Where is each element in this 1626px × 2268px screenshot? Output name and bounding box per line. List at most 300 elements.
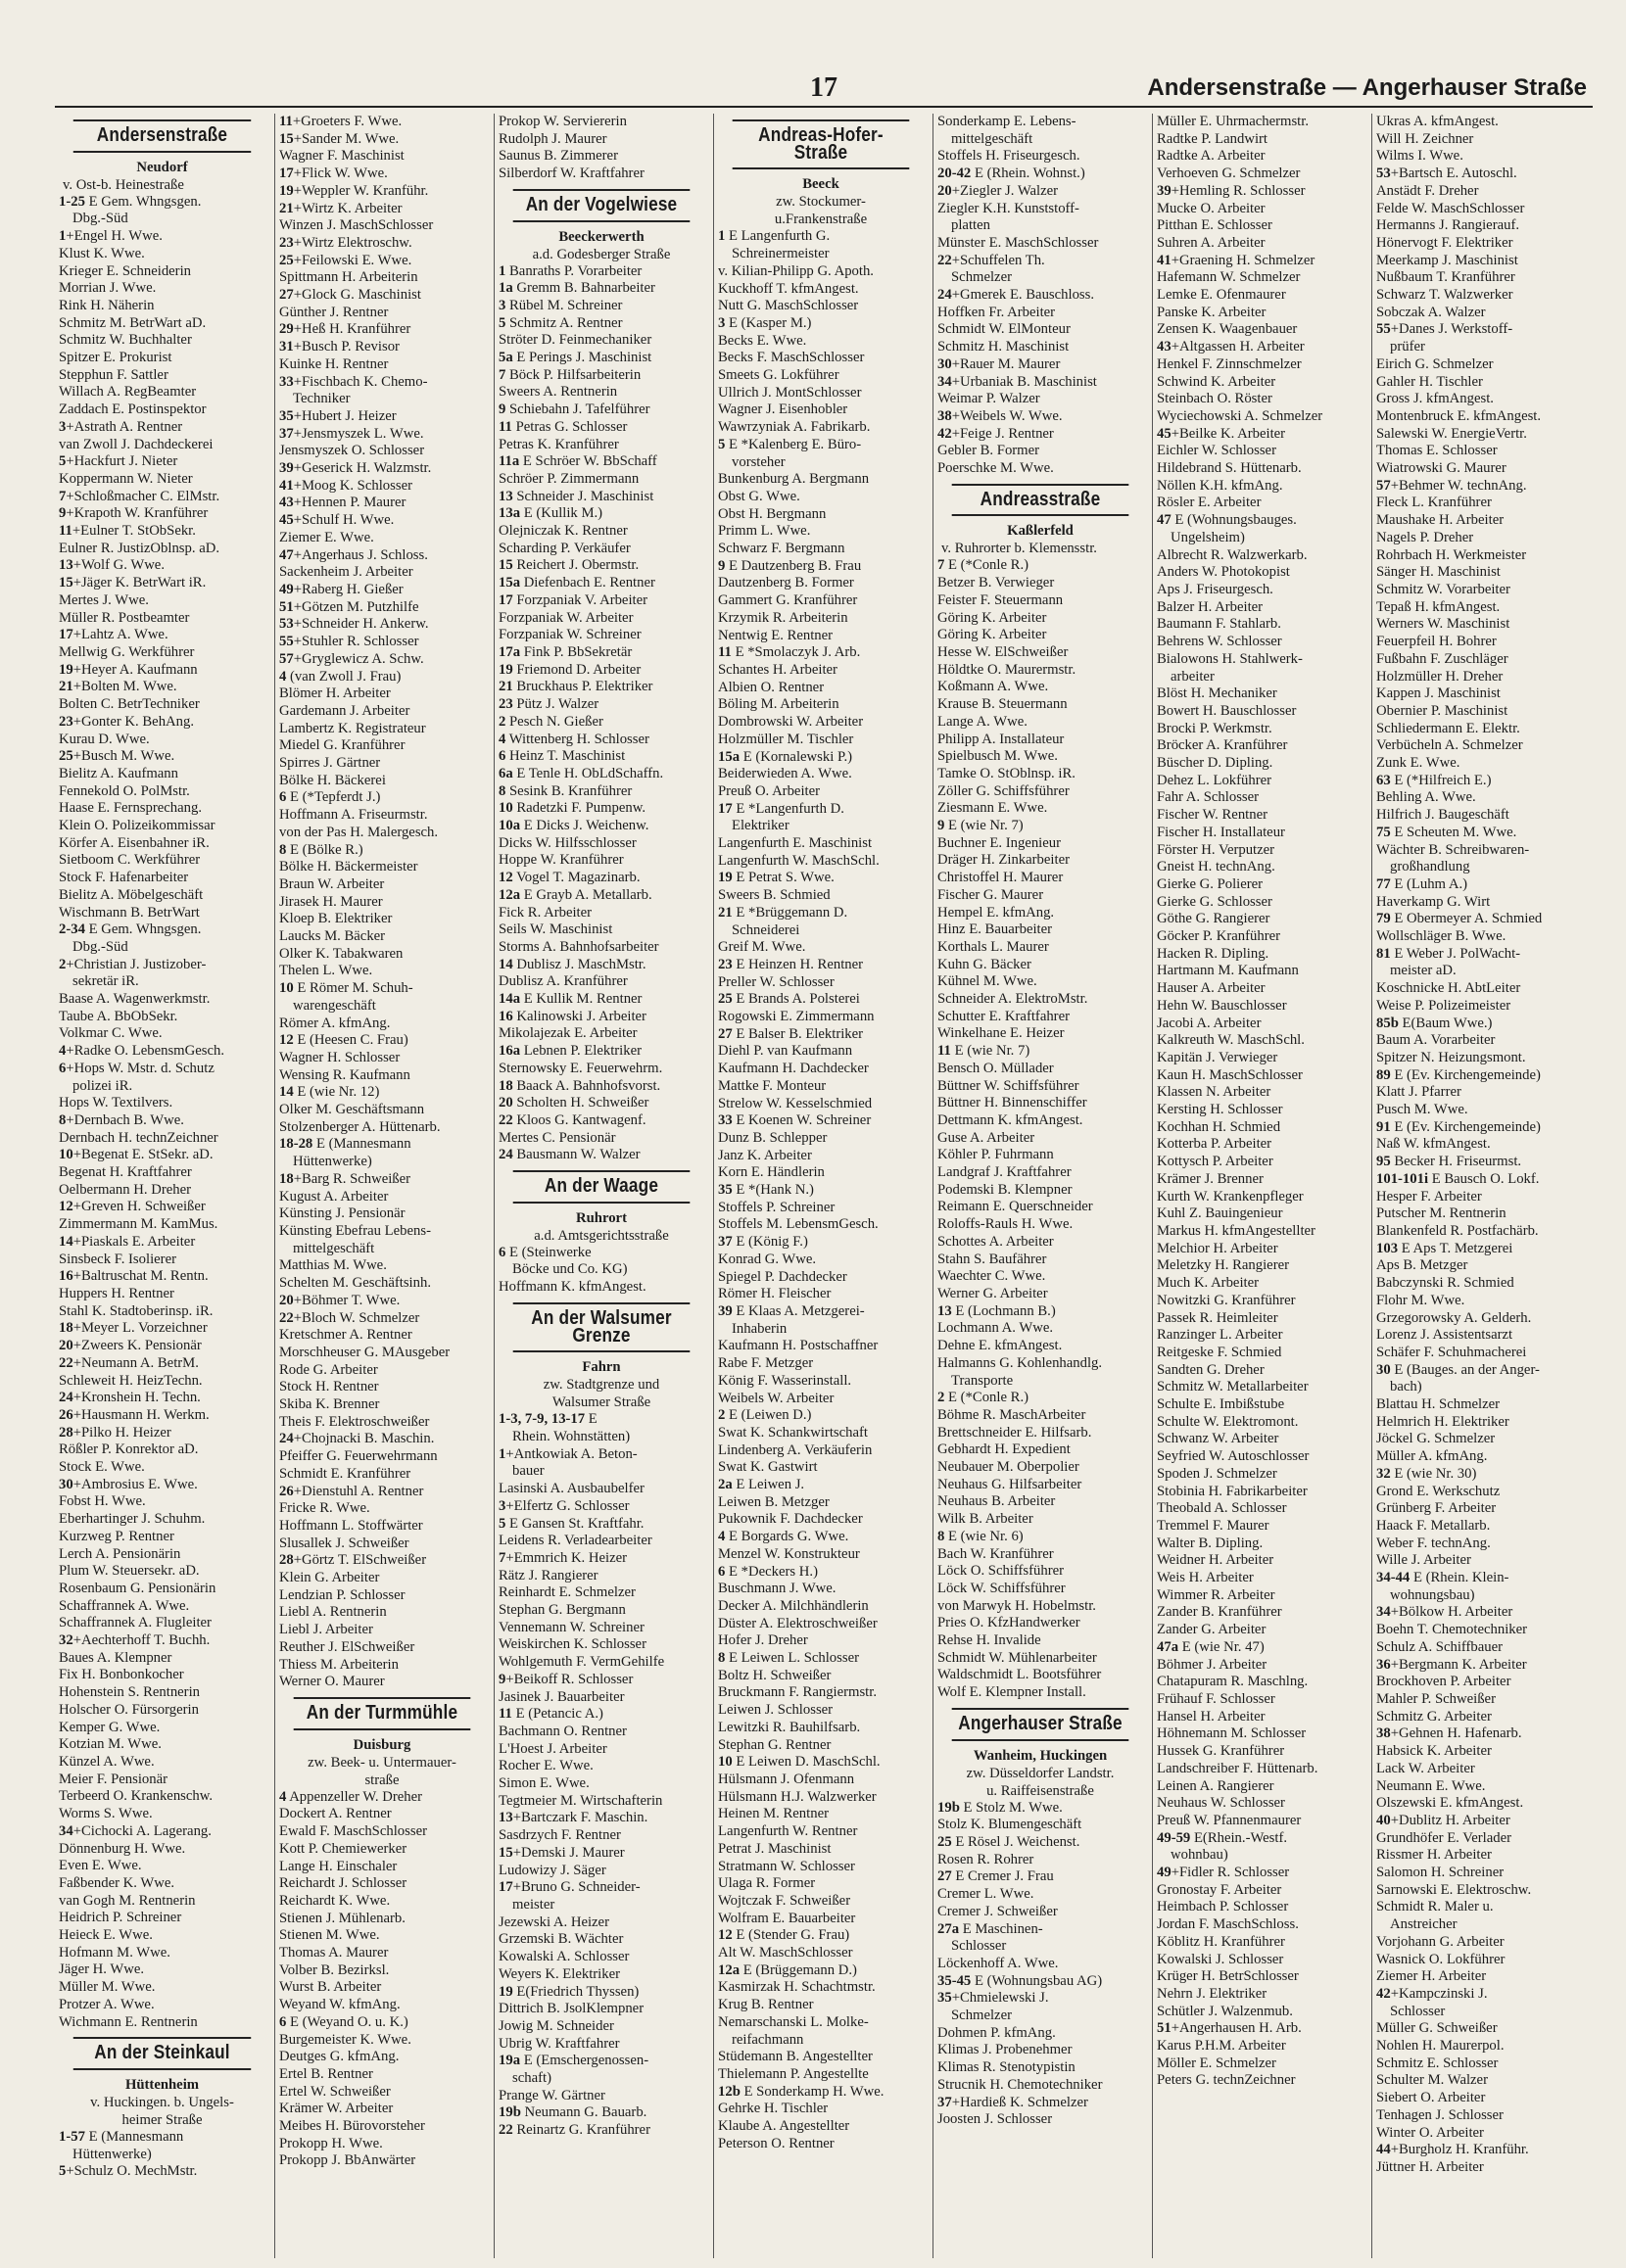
directory-entry <box>59 1546 265 1564</box>
entry-continuation: Schneiderei <box>732 921 800 938</box>
resident-text: Will H. Zeichner <box>1376 130 1474 147</box>
resident-text: +Beikoff R. Schlosser <box>505 1671 634 1687</box>
resident-text: Steinbach O. Röster <box>1157 391 1272 407</box>
resident-text: Meerkamp J. Maschinist <box>1376 252 1518 268</box>
resident-text: Korthals L. Maurer <box>937 938 1049 955</box>
house-number: 18 <box>59 1320 73 1337</box>
directory-entry <box>718 1286 924 1303</box>
entry-continuation: platten <box>951 217 990 234</box>
directory-entry <box>937 887 1143 905</box>
directory-entry <box>59 1130 265 1148</box>
directory-entry <box>937 1493 1143 1511</box>
directory-entry <box>1157 842 1363 860</box>
house-number: 103 <box>1376 1240 1399 1256</box>
resident-text: Habsick K. Arbeiter <box>1376 1743 1492 1760</box>
directory-entry <box>937 1320 1143 1338</box>
resident-text: Schmitz W. Buchhalter <box>59 332 192 349</box>
directory-entry <box>1376 165 1582 183</box>
resident-text: Becks F. MaschSchlosser <box>718 350 865 366</box>
directory-entry <box>1157 495 1363 512</box>
house-number: 21 <box>499 679 513 695</box>
resident-text: Becker H. Friseurmst. <box>1390 1154 1522 1170</box>
house-number: 37 <box>937 2094 952 2110</box>
house-number: 43 <box>1157 339 1172 355</box>
directory-entry <box>279 1431 485 1448</box>
resident-text: Wurst B. Arbeiter <box>279 1979 382 1996</box>
resident-text: +Krapoth W. Kranführer <box>66 505 209 522</box>
resident-text: Rudolph J. Maurer <box>499 130 607 147</box>
directory-entry <box>1157 737 1363 755</box>
resident-text: Weidner H. Arbeiter <box>1157 1552 1274 1569</box>
directory-entry <box>1376 1448 1582 1466</box>
directory-entry <box>279 287 485 305</box>
resident-text: +Greven H. Schweißer <box>72 1199 206 1215</box>
resident-text: +Dernbach B. Wwe. <box>66 1111 184 1128</box>
resident-text: Gremm B. Bahnarbeiter <box>512 280 655 297</box>
resident-text: +Görtz T. ElSchweißer <box>293 1552 427 1569</box>
directory-entry <box>1376 582 1582 599</box>
resident-text: Halmanns G. Kohlenhandlg. <box>937 1354 1103 1371</box>
directory-entry <box>59 1754 265 1772</box>
resident-text: Fleck L. Kranführer <box>1376 495 1492 511</box>
resident-text: Menzel W. Konstrukteur <box>718 1545 860 1562</box>
house-number: 6 <box>499 748 506 765</box>
directory-entry <box>59 921 265 939</box>
directory-entry <box>59 679 265 696</box>
resident-text: Müller M. Wwe. <box>59 1979 156 1996</box>
resident-text: Hoffmann L. Stoffwärter <box>279 1517 423 1534</box>
resident-text: Landschreiber F. Hüttenarb. <box>1157 1760 1318 1776</box>
directory-entry <box>937 374 1143 392</box>
directory-entry <box>1157 928 1363 946</box>
resident-text: Kaufmann H. Dachdecker <box>718 1061 869 1077</box>
directory-entry <box>937 2025 1143 2043</box>
resident-text: Weber F. technAng. <box>1376 1535 1491 1551</box>
entry-continuation: Hüttenwerke) <box>72 2146 152 2162</box>
house-number: 85b <box>1376 1015 1399 1031</box>
directory-entry <box>279 842 485 860</box>
directory-entry <box>59 246 265 263</box>
directory-entry <box>937 1130 1143 1148</box>
directory-entry <box>279 1396 485 1414</box>
resident-text: E Stolz M. Wwe. <box>959 1799 1063 1816</box>
directory-entry <box>59 905 265 922</box>
directory-entry <box>59 887 265 905</box>
directory-entry <box>718 2014 924 2032</box>
resident-text: Pütz J. Walzer <box>512 696 599 713</box>
house-number: 57 <box>1376 477 1391 494</box>
directory-entry <box>499 644 704 662</box>
resident-text: Wasnick O. Lokführer <box>1376 1951 1506 1967</box>
resident-text: E Bausch O. Lokf. <box>1428 1170 1540 1187</box>
resident-text: Rink H. Näherin <box>59 297 155 313</box>
house-number: 37 <box>718 1234 733 1251</box>
house-number: 1 <box>499 262 506 279</box>
directory-entry <box>718 1373 924 1391</box>
resident-text: Krug B. Rentner <box>718 1997 814 2013</box>
directory-entry <box>279 1997 485 2014</box>
resident-text: Römer A. kfmAng. <box>279 1015 391 1031</box>
resident-text: +Antkowiak A. Beton- <box>505 1445 638 1462</box>
resident-text: Lambertz K. Registrateur <box>279 720 426 736</box>
house-number: 45 <box>279 512 294 529</box>
house-number: 26 <box>59 1406 73 1423</box>
resident-text: Naß W. kfmAngest. <box>1376 1136 1491 1153</box>
resident-text: Sänger H. Maschinist <box>1376 564 1501 581</box>
resident-text: Stienen M. Wwe. <box>279 1927 380 1944</box>
resident-text: Sobczak A. Walzer <box>1376 304 1486 320</box>
directory-entry <box>718 1494 924 1512</box>
house-number: 17 <box>718 800 733 817</box>
column-6 <box>1152 114 1365 2258</box>
directory-entry <box>59 1112 265 1130</box>
directory-entry <box>1376 1657 1582 1675</box>
resident-text: Hauser A. Arbeiter <box>1157 980 1266 997</box>
resident-text: Schelten M. Geschäftsinh. <box>279 1275 432 1292</box>
directory-entry <box>937 1164 1143 1182</box>
resident-text: +Altgassen H. Arbeiter <box>1171 339 1305 355</box>
directory-entry <box>279 2084 485 2102</box>
resident-text: Passek R. Heimleiter <box>1157 1309 1278 1326</box>
resident-text: Dublisz A. Kranführer <box>499 973 628 990</box>
directory-entry <box>279 2101 485 2118</box>
directory-entry <box>1157 1500 1363 1518</box>
resident-text: Neuhaus B. Arbeiter <box>937 1493 1056 1510</box>
directory-entry <box>1157 1362 1363 1380</box>
resident-text: Bielitz A. Möbelgeschäft <box>59 886 204 903</box>
directory-entry <box>718 1546 924 1564</box>
resident-text: Rocher E. Wwe. <box>499 1758 594 1774</box>
resident-text: +Weppler W. Kranführ. <box>293 182 429 199</box>
house-number: 13 <box>499 1810 513 1826</box>
directory-entry <box>279 1067 485 1085</box>
resident-text: Löckenhoff A. Wwe. <box>937 1955 1059 1971</box>
resident-text: Prokop W. Serviererin <box>499 114 627 129</box>
directory-entry <box>279 1927 485 1945</box>
resident-text: Hartmann M. Kaufmann <box>1157 963 1299 979</box>
street-location: heimer Straße <box>121 2111 203 2128</box>
house-number: 15a <box>499 575 521 591</box>
directory-entry <box>937 592 1143 610</box>
directory-entry <box>1376 1293 1582 1310</box>
directory-entry <box>718 696 924 714</box>
directory-entry <box>59 1529 265 1546</box>
directory-entry <box>937 443 1143 460</box>
directory-entry <box>59 696 265 714</box>
resident-text: Rode G. Arbeiter <box>279 1361 378 1378</box>
resident-text: Künsting Ebefrau Lebens- <box>279 1223 431 1239</box>
house-number: 14 <box>499 956 513 972</box>
directory-entry <box>499 1914 704 1932</box>
resident-text: Friemond D. Arbeiter <box>512 661 642 678</box>
directory-entry <box>279 305 485 322</box>
resident-text: +Feilowski E. Wwe. <box>293 252 412 268</box>
resident-text: Montenbruck E. kfmAngest. <box>1376 407 1542 424</box>
directory-entry <box>1157 1518 1363 1536</box>
resident-text: E (wie Nr. 6) <box>944 1528 1024 1544</box>
directory-entry <box>499 2018 704 2036</box>
resident-text: Wichmann E. Rentnerin <box>59 2013 198 2030</box>
resident-text: Neuhaus W. Schlosser <box>1157 1795 1285 1812</box>
resident-text: E Klaas A. Metzgerei- <box>732 1303 865 1319</box>
resident-text: Spielbusch M. Wwe. <box>937 748 1058 765</box>
directory-entry <box>937 1886 1143 1904</box>
resident-text: Sternowsky E. Feuerwehrm. <box>499 1060 663 1076</box>
directory-entry <box>1376 1570 1582 1587</box>
resident-text: Mattke F. Monteur <box>718 1077 827 1094</box>
directory-entry <box>718 1477 924 1494</box>
resident-text: Kalkreuth W. MaschSchl. <box>1157 1032 1305 1049</box>
resident-text: Münster E. MaschSchlosser <box>937 234 1099 251</box>
directory-entry <box>279 1327 485 1345</box>
directory-entry <box>279 737 485 755</box>
directory-entry <box>59 1563 265 1581</box>
directory-entry <box>499 453 704 471</box>
directory-entry <box>1376 1604 1582 1622</box>
resident-text: König F. Wasserinstall. <box>718 1372 852 1389</box>
resident-text: Scharding P. Verkäufer <box>499 540 631 556</box>
resident-text: Neuhaus G. Hilfsarbeiter <box>937 1476 1082 1492</box>
directory-entry <box>279 1500 485 1518</box>
resident-text: Kalinowski J. Arbeiter <box>512 1008 646 1024</box>
directory-entry <box>59 1615 265 1632</box>
resident-text: +Aechterhoff T. Buchh. <box>72 1632 211 1649</box>
resident-text: Düster A. Elektroschweißer <box>718 1615 878 1631</box>
directory-entry <box>1157 1622 1363 1639</box>
resident-text: Löck W. Schiffsführer <box>937 1580 1066 1596</box>
house-number: 26 <box>279 1483 294 1499</box>
resident-text: Appenzeller W. Dreher <box>286 1788 423 1805</box>
directory-entry <box>1376 1743 1582 1761</box>
house-number: 47 <box>279 546 294 563</box>
house-number: 34 <box>1376 1604 1391 1621</box>
directory-entry <box>937 1632 1143 1650</box>
directory-entry <box>499 332 704 350</box>
directory-entry <box>1157 825 1363 842</box>
resident-text: E Koenen W. Schreiner <box>732 1112 872 1129</box>
directory-entry <box>1376 1205 1582 1223</box>
house-number: 38 <box>937 407 952 424</box>
house-number: 3 <box>499 1497 506 1514</box>
directory-entry <box>718 1164 924 1182</box>
entry-continuation: Rhein. Wohnstätten) <box>512 1429 631 1444</box>
resident-text: Stoffels M. LebensmGesch. <box>718 1216 879 1233</box>
resident-text: Hildebrand S. Hüttenarb. <box>1157 460 1302 477</box>
resident-text: Fink P. BbSekretär <box>520 643 633 660</box>
resident-text: Rätz J. Rangierer <box>499 1567 598 1583</box>
house-number: 5 <box>59 2163 67 2180</box>
resident-text: Weiskirchen K. Schlosser <box>499 1636 646 1653</box>
directory-entry <box>718 680 924 697</box>
resident-text: Schmidt W. ElMonteur <box>937 321 1071 338</box>
resident-text: Schwarz F. Bergmann <box>718 541 845 557</box>
directory-entry <box>59 1910 265 1927</box>
resident-text: Thielemann P. Angestellte <box>718 2065 869 2082</box>
directory-entry <box>1157 321 1363 339</box>
resident-text: +Schneider H. Ankerw. <box>293 616 429 633</box>
directory-entry <box>937 1355 1143 1373</box>
house-number: 8 <box>499 782 506 799</box>
directory-entry <box>499 766 704 783</box>
directory-entry <box>718 1234 924 1252</box>
resident-text: Gehrke H. Tischler <box>718 2101 829 2117</box>
resident-text: Reitgeske F. Schmied <box>1157 1344 1282 1360</box>
resident-text: E (wie Nr. 7) <box>950 1043 1030 1060</box>
entry-continuation: großhandlung <box>1390 859 1470 875</box>
directory-entry <box>279 512 485 530</box>
resident-text: Aps J. Friseurgesch. <box>1157 581 1273 597</box>
directory-entry <box>499 852 704 870</box>
house-number: 10 <box>59 1147 73 1163</box>
resident-text: +Geserick H. Walzmstr. <box>293 460 432 477</box>
resident-text: Much K. Arbeiter <box>1157 1275 1260 1292</box>
resident-text: E(Rhein.-Westf. <box>1190 1829 1288 1846</box>
resident-text: E (Bölke R.) <box>286 841 363 858</box>
house-number: 47 <box>1157 512 1172 529</box>
directory-entry <box>59 1598 265 1616</box>
resident-text: Klimas J. Probenehmer <box>937 2042 1073 2058</box>
directory-entry <box>718 835 924 853</box>
directory-entry <box>718 385 924 402</box>
house-number: 12b <box>718 2083 741 2100</box>
resident-text: Oelbermann H. Dreher <box>59 1181 191 1198</box>
house-number: 21 <box>59 679 73 695</box>
resident-text: Fischer H. Installateur <box>1157 824 1285 840</box>
resident-text: Nowitzki G. Kranführer <box>1157 1292 1296 1308</box>
house-number: 1 <box>59 228 67 245</box>
resident-text: E *Langenfurth D. <box>732 800 844 817</box>
resident-text: Künzel A. Wwe. <box>59 1753 155 1770</box>
directory-entry <box>718 402 924 419</box>
house-number: 5 <box>499 1515 506 1532</box>
directory-entry <box>59 228 265 246</box>
resident-text: E (König F.) <box>732 1234 808 1251</box>
resident-text: Schaffrannek A. Flugleiter <box>59 1615 212 1631</box>
directory-entry <box>499 541 704 558</box>
directory-entry <box>499 1025 704 1043</box>
resident-text: Chatapuram R. Maschlng. <box>1157 1674 1309 1690</box>
resident-text: Grundhöfer E. Verlader <box>1376 1829 1511 1846</box>
resident-text: Wensing R. Kaufmann <box>279 1066 410 1083</box>
resident-text: E (Heesen C. Frau) <box>293 1032 408 1049</box>
resident-text: Kersting H. Schlosser <box>1157 1102 1283 1118</box>
directory-entry <box>279 1674 485 1691</box>
directory-entry <box>279 443 485 460</box>
resident-text: +Emmrich K. Heizer <box>505 1549 628 1566</box>
house-number: 41 <box>1157 252 1172 268</box>
directory-entry <box>59 1875 265 1893</box>
street-location: zw. Beek- u. Untermauer- <box>308 1754 456 1771</box>
directory-entry <box>937 921 1143 939</box>
resident-text: Sarnowski E. Elektroschw. <box>1376 1881 1532 1898</box>
house-number: 12 <box>499 870 513 886</box>
entry-continuation: bach) <box>1390 1379 1422 1395</box>
resident-text: +Hackfurt J. Nieter <box>66 453 178 470</box>
directory-entry <box>1157 894 1363 912</box>
resident-text: Lange A. Wwe. <box>937 713 1028 730</box>
house-number: 4 <box>499 731 506 747</box>
house-number: 36 <box>1376 1656 1391 1673</box>
directory-entry <box>279 669 485 686</box>
house-number: 15 <box>499 557 513 574</box>
resident-text: Wojtczak F. Schweißer <box>718 1892 851 1909</box>
resident-text: E Balser B. Elektriker <box>732 1025 864 1042</box>
resident-text: Flohr M. Wwe. <box>1376 1292 1465 1308</box>
resident-text: +Schuffelen Th. <box>951 252 1045 268</box>
resident-text: Jordan F. MaschSchloss. <box>1157 1916 1299 1933</box>
resident-text: Schiebahn J. Tafelführer <box>505 402 650 418</box>
directory-entry <box>937 114 1143 131</box>
resident-text: Braun W. Arbeiter <box>279 875 385 892</box>
directory-entry <box>1157 1067 1363 1085</box>
directory-entry <box>499 1279 704 1297</box>
directory-entry <box>937 2111 1143 2129</box>
house-number: 101-101i <box>1376 1170 1429 1187</box>
resident-text: Mertes J. Wwe. <box>59 591 149 608</box>
directory-entry <box>59 1459 265 1477</box>
resident-text: Schneider A. ElektroMstr. <box>937 991 1088 1008</box>
directory-entry <box>279 721 485 738</box>
directory-entry <box>59 627 265 644</box>
resident-text: Schleweit H. HeizTechn. <box>59 1372 203 1389</box>
resident-text: E *Brüggemann D. <box>732 904 848 921</box>
directory-entry <box>499 818 704 835</box>
directory-entry <box>1376 1241 1582 1258</box>
resident-text: Böhmer J. Arbeiter <box>1157 1656 1267 1673</box>
resident-text: +Fidler R. Schlosser <box>1171 1865 1290 1881</box>
resident-text: Weyand W. kfmAng. <box>279 1997 401 2013</box>
resident-text: Leiwen J. Schlosser <box>718 1702 834 1719</box>
directory-entry <box>718 2084 924 2102</box>
directory-entry <box>1376 1639 1582 1657</box>
directory-entry <box>499 1793 704 1811</box>
directory-entry <box>1376 1674 1582 1691</box>
resident-text: Smeets G. Lokführer <box>718 367 839 384</box>
resident-text: E Heinzen H. Rentner <box>732 956 864 972</box>
resident-text: Schulte E. Imbißstube <box>1157 1396 1285 1413</box>
resident-text: +Neumann A. BetrM. <box>72 1354 199 1371</box>
directory-entry <box>279 980 485 998</box>
resident-text: Förster H. Verputzer <box>1157 841 1275 858</box>
directory-entry <box>718 2136 924 2153</box>
resident-text: Nagels P. Dreher <box>1376 529 1474 545</box>
resident-text: +Hubert J. Heizer <box>293 407 397 424</box>
resident-text: Diehl P. van Kaufmann <box>718 1043 853 1060</box>
directory-entry <box>1376 1986 1582 2004</box>
directory-entry <box>937 1904 1143 1921</box>
directory-entry <box>59 644 265 662</box>
resident-text: Bowert H. Bauschlosser <box>1157 702 1297 719</box>
directory-entry <box>279 1639 485 1657</box>
house-number: 27a <box>937 1920 960 1937</box>
directory-entry <box>718 1772 924 1789</box>
directory-entry <box>937 253 1143 270</box>
directory-entry <box>937 1529 1143 1546</box>
resident-text: Rübel M. Schreiner <box>505 297 623 313</box>
resident-text: +Baltruschat M. Rentn. <box>72 1268 209 1285</box>
resident-text: Vogel T. Magazinarb. <box>512 870 641 886</box>
directory-entry <box>59 1164 265 1182</box>
resident-text: Schmitz W. Metallarbeiter <box>1157 1379 1309 1395</box>
directory-entry <box>1376 1189 1582 1206</box>
directory-entry <box>279 1205 485 1223</box>
resident-text: Podemski B. Klempner <box>937 1181 1073 1198</box>
entry-continuation: reifachmann <box>732 2031 804 2048</box>
resident-text: Matthias M. Wwe. <box>279 1257 387 1274</box>
resident-text: +Busch M. Wwe. <box>72 748 175 765</box>
street-location: straße <box>364 1772 400 1788</box>
resident-text: +Pilko H. Heizer <box>72 1424 171 1441</box>
